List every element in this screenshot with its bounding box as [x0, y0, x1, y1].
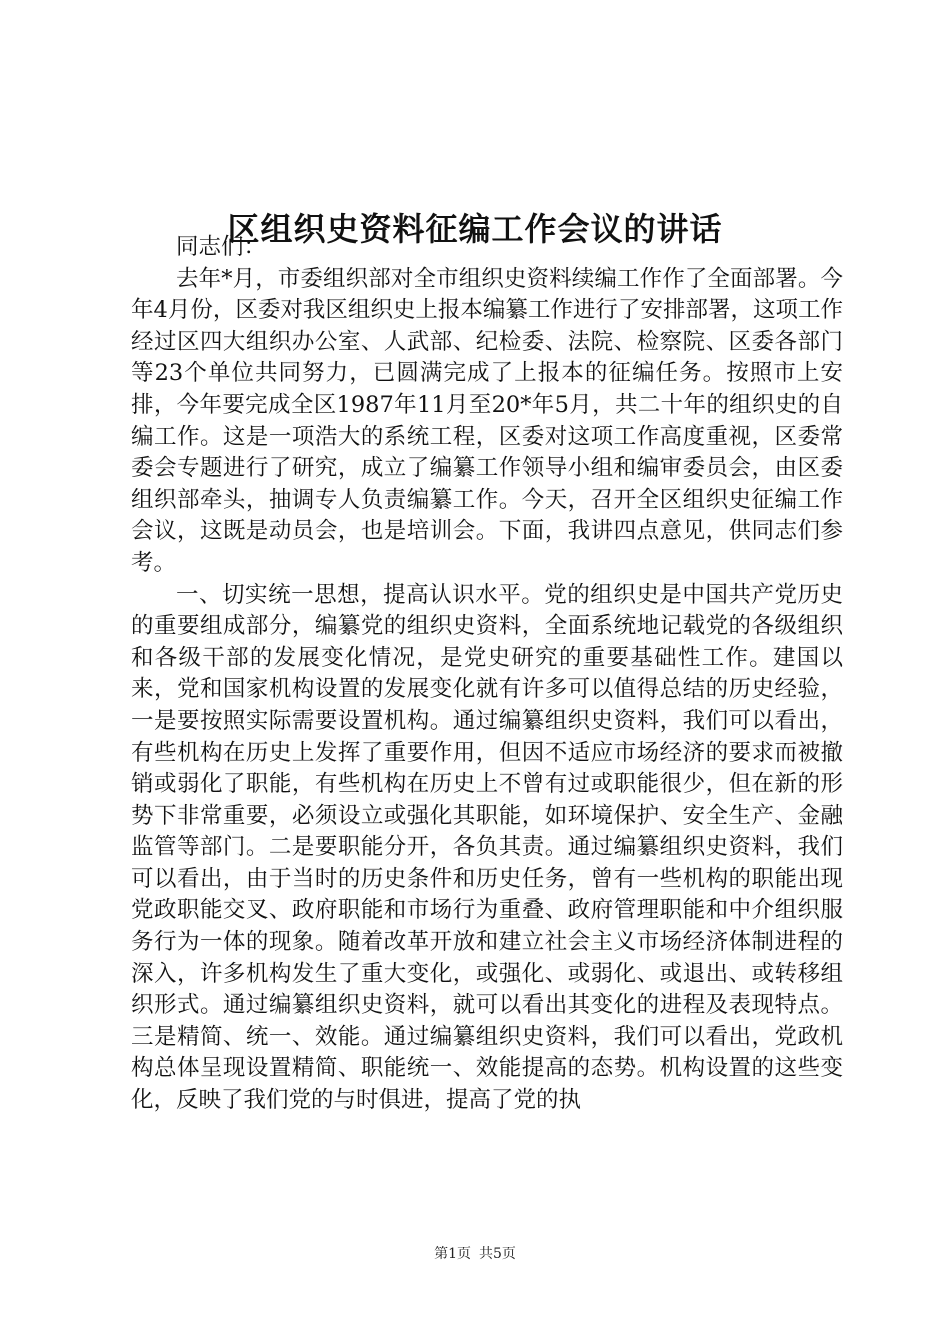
page-footer: [0, 1244, 950, 1264]
page-count: 共5页: [479, 1246, 516, 1262]
document-body: [131, 232, 843, 1117]
document-title: 区组织史资料征编工作会议的讲话: [227, 210, 723, 249]
page-number: 第1页: [434, 1246, 471, 1262]
paragraph: 去年*月，市委组织部对全市组织史资料续编工作作了全面部署。今年4月份，区委对我区组织史上报本编纂工作进行了安排部署，这项工作经过区四大组织办公室、人武部、纪检委、法院、检察院、区委各部门等23个单位共同努力，已圆满完成了上报本的征编任务。按照市上安排，今年要完成全区1987年11月至20*年5月，共二十年的组织史的自编工作。这是一项浩大的系统工程，区委对这项工作高度重视，区委常委会专题进行了研究，成立了编纂工作领导小组和编审委员会，由区委组织部牵头，抽调专人负责编纂工作。今天，召开全区组织史征编工作会议，这既是动员会，也是培训会。下面，我讲四点意见，供同志们参考。: [131, 265, 843, 576]
paragraph: 一、切实统一思想，提高认识水平。党的组织史是中国共产党历史的重要组成部分，编纂党的组织史资料，全面系统地记载党的各级组织和各级干部的发展变化情况，是党史研究的重要基础性工作。建国以来，党和国家机构设置的发展变化就有许多可以值得总结的历史经验，一是要按照实际需要设置机构。通过编纂组织史资料，我们可以看出，有些机构在历史上发挥了重要作用，但因不适应市场经济的要求而被撤销或弱化了职能，有些机构在历史上不曾有过或职能很少，但在新的形势下非常重要，必须设立或强化其职能，如环境保护、安全生产、金融监管等部门。二是要职能分开，各负其责。通过编纂组织史资料，我们可以看出，由于当时的历史条件和历史任务，曾有一些机构的职能出现党政职能交叉、政府职能和市场行为重叠、政府管理职能和中介组织服务行为一体的现象。随着改革开放和建立社会主义市场经济体制进程的深入，许多机构发生了重大变化，或强化、或弱化、或退出、或转移组织形式。通过编纂组织史资料，就可以看出其变化的进程及表现特点。三是精简、统一、效能。通过编纂组织史资料，我们可以看出，党政机构总体呈现设置精简、职能统一、效能提高的态势。机构设置的这些变化，反映了我们党的与时俱进，提高了党的执: [131, 581, 843, 1114]
salutation: 同志们：: [176, 234, 267, 260]
